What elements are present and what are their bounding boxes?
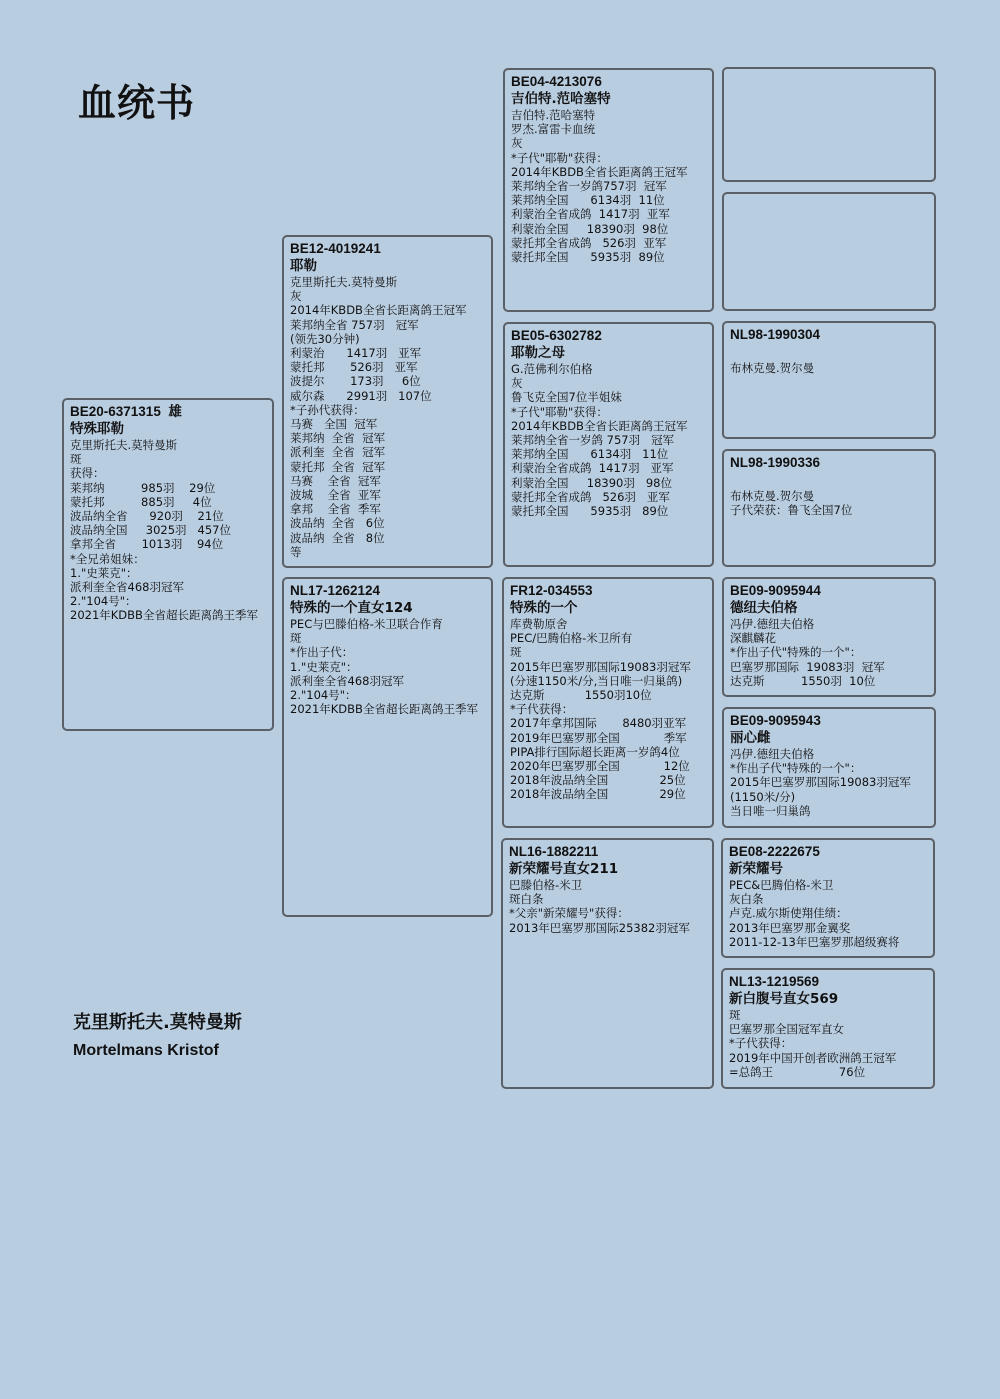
ring-number: BE05-6302782: [511, 328, 602, 343]
pedigree-line: 2015年巴塞罗那国际19083羽冠军: [730, 775, 911, 790]
pedigree-line: *子孙代获得：: [290, 402, 365, 417]
pedigree-line: 巴塞罗那全国冠军直女: [729, 1022, 844, 1037]
pedigree-line: 布林克曼.贺尔曼: [730, 361, 815, 375]
pigeon-name: 耶勒: [290, 258, 317, 274]
pedigree-line: 库费勒原舍: [510, 617, 568, 631]
pedigree-line: 蒙托邦 526羽 亚军: [290, 360, 418, 375]
pedigree-line: 蒙托邦 全省 冠军: [290, 459, 386, 474]
pigeon-card-sire-sire: [503, 68, 714, 312]
pedigree-line: 灰白条: [729, 892, 764, 907]
ring-number: NL13-1219569: [729, 974, 820, 989]
pedigree-line: 2020年巴塞罗那全国 12位: [510, 759, 690, 774]
pedigree-line: *子代"耶勒"获得：: [511, 150, 608, 165]
pedigree-line: 利蒙治全国 18390羽 98位: [511, 221, 669, 236]
pedigree-line: 1."史莱克"：: [70, 565, 138, 580]
pigeon-name: 特殊的一个: [510, 600, 578, 616]
pedigree-line: 克里斯托夫.莫特曼斯: [290, 275, 398, 289]
pedigree-line: 蒙托邦全省成鸽 526羽 亚军: [511, 489, 670, 504]
pedigree-line: 莱邦纳全省一岁鸽 757羽 冠军: [511, 433, 675, 448]
pedigree-line: 2."104号"：: [290, 688, 357, 703]
pedigree-line: 利蒙治全省成鸽 1417羽 亚军: [511, 461, 674, 476]
pedigree-line: 达克斯 1550羽 10位: [730, 673, 876, 688]
pedigree-line: 子代荣获：鲁飞全国7位: [730, 503, 853, 518]
pedigree-line: 鲁飞克全国7位半姐妹: [511, 390, 622, 405]
pedigree-line: 蒙托邦全国 5935羽 89位: [511, 504, 669, 519]
ring-number: BE04-4213076: [511, 74, 602, 89]
ring-number: BE08-2222675: [729, 844, 820, 859]
pedigree-line: *作出子代"特殊的一个"：: [730, 761, 862, 776]
pedigree-line: 当日唯一归巢鸽: [730, 803, 811, 818]
pigeon-card-dam-sire: [502, 577, 714, 828]
pedigree-line: (领先30分钟): [290, 331, 360, 346]
pedigree-line: 1."史莱克"：: [290, 659, 358, 674]
pedigree-line: 拿邦全省 1013羽 94位: [70, 537, 224, 552]
pigeon-card-sd-dam: [722, 449, 936, 567]
ring-number: NL98-1990336: [730, 455, 821, 470]
pedigree-line: *作出子代"特殊的一个"：: [730, 645, 862, 660]
pedigree-line: 波品纳 全省 6位: [290, 516, 385, 531]
pedigree-line: 莱邦纳全国 6134羽 11位: [511, 447, 669, 462]
pedigree-line: =总鸽王 76位: [729, 1064, 866, 1079]
pedigree-line: 蒙托邦全国 5935羽 89位: [511, 250, 665, 265]
pigeon-card-ds-dam: [722, 707, 936, 828]
pedigree-line: 卢克.威尔斯使翔佳绩：: [729, 906, 848, 921]
pedigree-line: 灰: [290, 289, 302, 304]
pedigree-line: 冯伊.德纽夫伯格: [730, 617, 815, 631]
pedigree-line: *作出子代：: [290, 645, 354, 660]
ring-number: BE09-9095943: [730, 713, 821, 728]
pedigree-line: 2014年KBDB全省长距离鸽王冠军: [290, 303, 467, 318]
pedigree-line: 吉伯特.范哈塞特: [511, 108, 596, 122]
pedigree-line: PEC与巴滕伯格-米卫联合作育: [290, 617, 443, 631]
pedigree-line: (1150米/分): [730, 789, 796, 804]
ring-number: BE09-9095944: [730, 583, 821, 598]
pedigree-line: 莱邦纳 全省 冠军: [290, 431, 386, 446]
pigeon-card-sire: [282, 235, 493, 568]
pedigree-line: 莱邦纳全省一岁鸽757羽 冠军: [511, 179, 667, 194]
pedigree-line: 2015年巴塞罗那国际19083羽冠军: [510, 659, 691, 674]
pigeon-name: 新荣耀号直女211: [509, 861, 619, 877]
pedigree-line: 2018年波品纳全国 25位: [510, 773, 686, 788]
pedigree-line: 冯伊.德纽夫伯格: [730, 747, 815, 761]
pedigree-line: 斑: [729, 1008, 741, 1022]
pedigree-line: (分速1150米/分,当日唯一归巢鸽): [510, 673, 683, 688]
pedigree-line: 斑: [510, 645, 522, 660]
pedigree-line: *子代获得：: [510, 702, 574, 717]
pedigree-line: 2021年KDBB全省超长距离鸽王季军: [70, 608, 258, 623]
pedigree-line: 马赛 全省 冠军: [290, 473, 381, 488]
pedigree-line: 2013年巴塞罗那金翼奖: [729, 920, 851, 935]
pedigree-line: 斑: [290, 631, 302, 646]
pedigree-line: G.范佛利尔伯格: [511, 362, 593, 376]
pigeon-name: 新白腹号直女569: [729, 991, 839, 1007]
pedigree-line: PEC/巴腾伯格-米卫所有: [510, 631, 633, 646]
pedigree-line: 波城 全省 亚军: [290, 488, 381, 503]
pigeon-card-sire-dam: [503, 322, 714, 567]
pedigree-line: 斑: [70, 452, 82, 467]
pedigree-line: 布林克曼.贺尔曼: [730, 489, 815, 503]
ring-number: BE20-6371315 雄: [70, 404, 182, 419]
pedigree-line: 2021年KDBB全省超长距离鸽王季军: [290, 702, 478, 717]
pigeon-name: 德纽夫伯格: [730, 600, 798, 616]
ring-number: FR12-034553: [510, 583, 593, 598]
pedigree-line: 莱邦纳 985羽 29位: [70, 480, 216, 495]
page-title: 血统书: [78, 81, 196, 125]
pigeon-name: 特殊耶勒: [70, 421, 124, 437]
pedigree-line: 2013年巴塞罗那国际25382羽冠军: [509, 920, 690, 935]
pedigree-line: 波品纳全省 920羽 21位: [70, 509, 224, 524]
pedigree-line: 利蒙治全省成鸽 1417羽 亚军: [511, 207, 670, 222]
pedigree-line: 2011-12-13年巴塞罗那超级赛将: [729, 934, 900, 949]
pedigree-line: 利蒙治 1417羽 亚军: [290, 346, 422, 361]
pigeon-card-ss-sire: [722, 67, 936, 182]
pedigree-line: *父亲"新荣耀号"获得：: [509, 906, 629, 921]
pedigree-line: 莱邦纳全国 6134羽 11位: [511, 193, 665, 208]
pedigree-line: *子代获得：: [729, 1036, 793, 1051]
ring-number: NL17-1262124: [290, 583, 381, 598]
pedigree-line: 2018年波品纳全国 29位: [510, 787, 686, 802]
pedigree-line: 波品纳全国 3025羽 457位: [70, 523, 231, 538]
pedigree-line: 巴塞罗那国际 19083羽 冠军: [730, 659, 885, 674]
ring-number: NL98-1990304: [730, 327, 821, 342]
pigeon-name: 特殊的一个直女124: [290, 600, 413, 616]
pigeon-card-subject: [62, 398, 274, 731]
pedigree-line: 克里斯托夫.莫特曼斯: [70, 438, 178, 452]
pedigree-line: 2017年拿邦国际 8480羽亚军: [510, 716, 687, 731]
pigeon-name: 新荣耀号: [729, 861, 783, 877]
pedigree-line: 灰: [511, 136, 523, 151]
pedigree-line: 派利奎全省468羽冠军: [290, 673, 404, 688]
pedigree-line: 利蒙治全国 18390羽 98位: [511, 475, 672, 490]
pedigree-line: 深麒麟花: [730, 631, 776, 646]
owner-name-english: Mortelmans Kristof: [73, 1042, 219, 1059]
owner-name-chinese: 克里斯托夫.莫特曼斯: [73, 1012, 242, 1033]
pedigree-line: 获得：: [70, 466, 105, 481]
pigeon-card-dam-dam: [501, 838, 714, 1089]
pedigree-line: 波提尔 173羽 6位: [290, 374, 421, 389]
pedigree-line: 蒙托邦 885羽 4位: [70, 494, 212, 509]
pedigree-line: 2019年中国开创者欧洲鸽王冠军: [729, 1050, 897, 1065]
pigeon-card-ss-dam: [722, 192, 936, 311]
pedigree-line: 2014年KBDB全省长距离鸽王冠军: [511, 418, 688, 433]
pedigree-line: 罗杰.富雷卡血统: [511, 122, 596, 137]
pigeon-card-ds-sire: [722, 577, 936, 697]
ring-number: NL16-1882211: [509, 844, 599, 859]
pedigree-line: PIPA排行国际超长距离一岁鸽4位: [510, 744, 680, 759]
pedigree-line: 斑白条: [509, 892, 544, 907]
pedigree-line: 莱邦纳全省 757羽 冠军: [290, 317, 419, 332]
pigeon-card-dd-dam: [721, 968, 935, 1089]
pigeon-name: 耶勒之母: [511, 345, 565, 361]
pedigree-line: 马赛 全国 冠军: [290, 417, 378, 432]
pedigree-line: 波品纳 全省 8位: [290, 530, 385, 545]
pedigree-line: 拿邦 全省 季军: [290, 502, 381, 517]
pigeon-card-dam: [282, 577, 493, 917]
pedigree-line: 等: [290, 544, 302, 559]
pedigree-line: 灰: [511, 376, 523, 391]
pedigree-line: 威尔森 2991羽 107位: [290, 388, 432, 403]
pedigree-line: PEC&巴腾伯格-米卫: [729, 878, 834, 892]
pedigree-line: 2014年KBDB全省长距离鸽王冠军: [511, 164, 688, 179]
pedigree-line: 2019年巴塞罗那全国 季军: [510, 730, 687, 745]
ring-number: BE12-4019241: [290, 241, 381, 256]
pigeon-name: 丽心雌: [730, 730, 771, 746]
pedigree-line: 达克斯 1550羽10位: [510, 688, 652, 703]
pigeon-card-dd-sire: [721, 838, 935, 958]
pedigree-line: *子代"耶勒"获得：: [511, 404, 608, 419]
pedigree-line: 巴滕伯格-米卫: [509, 878, 583, 892]
pedigree-line: 2."104号"：: [70, 594, 137, 609]
pedigree-line: 派利奎 全省 冠军: [290, 445, 386, 460]
pedigree-line: 派利奎全省468羽冠军: [70, 580, 184, 595]
pigeon-name: 吉伯特.范哈塞特: [511, 91, 611, 107]
pigeon-card-sd-sire: [722, 321, 936, 439]
pedigree-line: 蒙托邦全省成鸽 526羽 亚军: [511, 235, 667, 250]
pedigree-line: *全兄弟姐妹：: [70, 551, 145, 566]
